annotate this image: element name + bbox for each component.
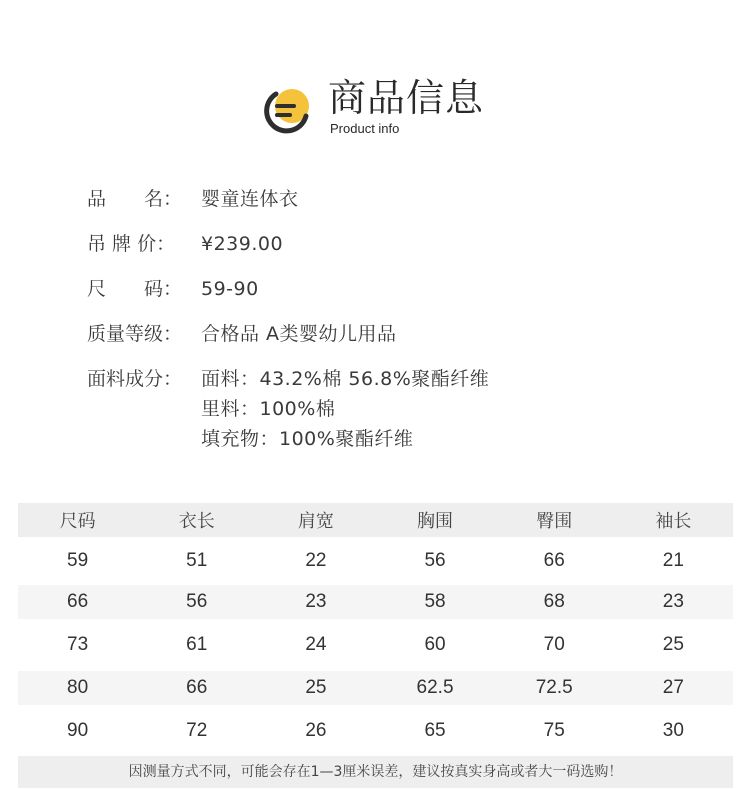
table-cell: 66 — [543, 550, 565, 571]
table-row — [18, 544, 733, 578]
table-cell: 66 — [67, 591, 89, 612]
table-cell: 58 — [424, 591, 446, 612]
table-header-row — [18, 503, 733, 537]
info-label: 面料成分： — [87, 368, 183, 390]
table-cell: 22 — [305, 550, 327, 571]
column-header: 肩宽 — [297, 511, 334, 532]
table-cell: 25 — [662, 634, 684, 655]
info-value: 婴童连体衣 — [201, 188, 299, 210]
column-header: 袖长 — [655, 511, 692, 532]
section-header — [262, 74, 522, 140]
table-cell: 59 — [67, 550, 89, 571]
table-cell: 60 — [424, 634, 446, 655]
table-cell: 23 — [662, 591, 684, 612]
info-value: 填充物：100%聚酯纤维 — [201, 428, 414, 450]
table-cell: 90 — [67, 720, 89, 741]
column-header: 衣长 — [178, 511, 215, 532]
table-cell: 30 — [662, 720, 684, 741]
info-value: 59-90 — [201, 278, 259, 300]
table-row — [18, 585, 733, 619]
page-title: 商品信息 — [328, 76, 485, 120]
column-header: 胸围 — [417, 511, 454, 532]
info-value: ¥239.00 — [201, 233, 284, 255]
table-cell: 21 — [662, 550, 684, 571]
table-cell: 75 — [543, 720, 565, 741]
table-row — [18, 628, 733, 662]
info-value: 里料：100%棉 — [201, 398, 336, 420]
info-label: 尺 码： — [87, 278, 183, 300]
table-row — [18, 671, 733, 705]
table-cell: 51 — [186, 550, 208, 571]
page-subtitle: Product info — [330, 121, 400, 136]
info-label: 质量等级： — [87, 323, 183, 345]
document-icon — [262, 84, 316, 134]
table-cell: 24 — [305, 634, 327, 655]
measurement-note: 因测量方式不同，可能会存在1—3厘米误差，建议按真实身高或者大一码选购！ — [18, 756, 733, 788]
table-cell: 80 — [67, 677, 89, 698]
info-label: 品 名： — [87, 188, 183, 210]
info-value: 合格品 A类婴幼儿用品 — [201, 323, 397, 345]
table-row — [18, 714, 733, 748]
table-cell: 72 — [186, 720, 208, 741]
column-header: 尺码 — [59, 511, 96, 532]
info-value: 面料：43.2%棉 56.8%聚酯纤维 — [201, 368, 490, 390]
table-cell: 66 — [186, 677, 208, 698]
info-label: 吊 牌 价： — [87, 233, 176, 255]
table-cell: 56 — [424, 550, 446, 571]
table-cell: 70 — [543, 634, 565, 655]
table-cell: 27 — [662, 677, 684, 698]
table-cell: 25 — [305, 677, 327, 698]
table-cell: 61 — [186, 634, 208, 655]
table-cell: 68 — [543, 591, 565, 612]
table-cell: 56 — [186, 591, 208, 612]
table-cell: 26 — [305, 720, 327, 741]
table-cell: 73 — [67, 634, 89, 655]
table-cell: 65 — [424, 720, 446, 741]
column-header: 臀围 — [536, 511, 573, 532]
table-cell: 23 — [305, 591, 327, 612]
table-cell: 72.5 — [535, 677, 573, 698]
table-cell: 62.5 — [416, 677, 454, 698]
